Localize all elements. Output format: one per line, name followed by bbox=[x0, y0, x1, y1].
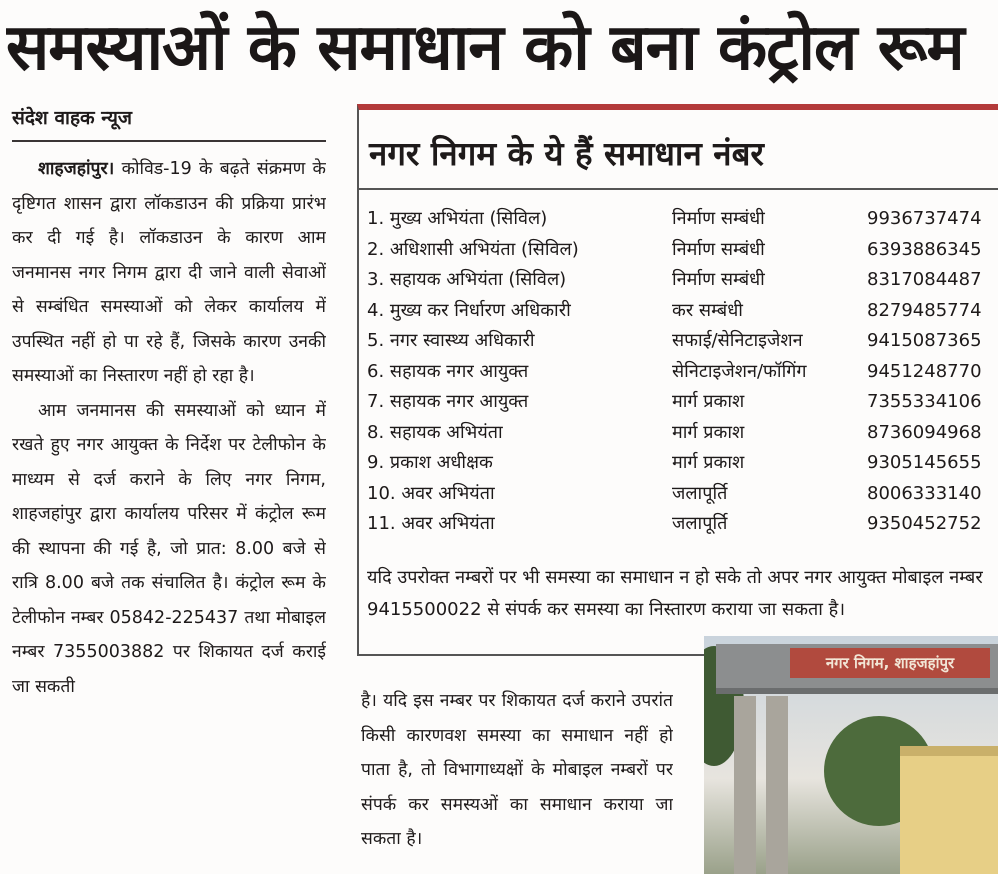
helpline-dept: निर्माण सम्बंधी bbox=[672, 238, 765, 260]
helpline-phone: 8006333140 bbox=[867, 482, 982, 504]
gate-pillar bbox=[766, 696, 788, 874]
article-mid-column bbox=[361, 684, 673, 874]
dateline: शाहजहांपुर। bbox=[38, 159, 115, 179]
helpline-dept: मार्ग प्रकाश bbox=[672, 391, 745, 412]
helpline-row bbox=[367, 479, 998, 509]
building-shape bbox=[900, 746, 998, 874]
helpline-post: 11. अवर अभियंता bbox=[367, 513, 495, 534]
helpline-row bbox=[367, 387, 998, 417]
article-paragraph-1 bbox=[12, 152, 326, 394]
helpline-row bbox=[367, 235, 998, 265]
helpline-phone: 8736094968 bbox=[867, 421, 982, 443]
box-title: नगर निगम के ये हैं समाधान नंबर bbox=[369, 134, 764, 173]
helpline-post: 9. प्रकाश अधीक्षक bbox=[367, 452, 493, 473]
helpline-phone: 8279485774 bbox=[867, 299, 982, 321]
helpline-row bbox=[367, 265, 998, 295]
helpline-post: 4. मुख्य कर निर्धारण अधिकारी bbox=[367, 299, 571, 321]
helpline-row bbox=[367, 448, 998, 478]
helpline-dept: सेनिटाइजेशन/फॉगिंग bbox=[672, 360, 807, 382]
helpline-phone: 9350452752 bbox=[867, 513, 982, 534]
helpline-phone: 9415087365 bbox=[867, 330, 982, 351]
helpline-post: 10. अवर अभियंता bbox=[367, 482, 495, 504]
article-left-column bbox=[12, 152, 326, 874]
helpline-row bbox=[367, 357, 998, 387]
helpline-row bbox=[367, 509, 998, 539]
helpline-dept: जलापूर्ति bbox=[672, 513, 728, 534]
helpline-phone: 8317084487 bbox=[867, 269, 982, 290]
helpline-post: 5. नगर स्वास्थ्य अधिकारी bbox=[367, 330, 535, 351]
helpline-phone: 7355334106 bbox=[867, 391, 982, 412]
gate-pillar bbox=[734, 696, 756, 874]
article-mid-text: है। यदि इस नम्बर पर शिकायत दर्ज कराने उपरांत किसी कारणवश समस्या का समाधान नहीं हो पाता है, तो विभागाध्यक्षों के मोबाइल नम्बरों पर संपर्क कर समस्यओं का समाधान कराया जा सकता है। bbox=[361, 691, 673, 849]
article-paragraph-2: आम जनमानस की समस्याओं को ध्यान में रखते हुए नगर आयुक्त के निर्देश पर टेलीफोन के माध्यम से दर्ज कराने के लिए नगर निगम, शाहजहांपुर द्वारा कार्यालय परिसर में कंट्रोल रूम की स्थापना की गई है, जो प्रात: 8.00 बजे से रात्रि 8.00 बजे तक संचालित है। कंट्रोल रूम के टेलीफोन नम्बर 05842-225437 तथा मोबाइल नम्बर 7355003882 पर शिकायत दर्ज कराई जा सकती bbox=[12, 400, 326, 697]
helpline-post: 2. अधिशासी अभियंता (सिविल) bbox=[367, 238, 579, 260]
headline: समस्याओं के समाधान को बना कंट्रोल रूम bbox=[6, 11, 964, 85]
helpline-dept: कर सम्बंधी bbox=[672, 299, 743, 321]
helpline-phone: 9936737474 bbox=[867, 208, 982, 229]
helpline-post: 8. सहायक अभियंता bbox=[367, 421, 503, 443]
helpline-dept: निर्माण सम्बंधी bbox=[672, 269, 765, 290]
helpline-post: 3. सहायक अभियंता (सिविल) bbox=[367, 269, 567, 290]
byline-rule bbox=[12, 140, 326, 142]
office-gate-photo bbox=[704, 636, 998, 874]
helpline-row bbox=[367, 418, 998, 448]
helpline-phone: 6393886345 bbox=[867, 238, 982, 260]
helpline-dept: सफाई/सेनिटाइजेशन bbox=[672, 330, 803, 351]
helpline-dept: मार्ग प्रकाश bbox=[672, 452, 745, 473]
helpline-post: 1. मुख्य अभियंता (सिविल) bbox=[367, 208, 548, 229]
helpline-post: 6. सहायक नगर आयुक्त bbox=[367, 360, 529, 382]
box-note: यदि उपरोक्त नम्बरों पर भी समस्या का समाधान न हो सके तो अपर नगर आयुक्त मोबाइल नम्बर 9415500022 से संपर्क कर समस्या का निस्तारण कराया जा सकता है। bbox=[367, 567, 983, 620]
helpline-dept: जलापूर्ति bbox=[672, 482, 728, 504]
byline: संदेश वाहक न्यूज bbox=[12, 107, 132, 129]
helpline-row bbox=[367, 296, 998, 326]
helpline-box bbox=[357, 104, 998, 656]
helpline-dept: निर्माण सम्बंधी bbox=[672, 208, 765, 229]
helpline-phone: 9305145655 bbox=[867, 452, 982, 473]
gate-sign: नगर निगम, शाहजहांपुर bbox=[790, 648, 990, 678]
helpline-row bbox=[367, 204, 998, 234]
paragraph-1-text: कोविड-19 के बढ़ते संक्रमण के दृष्टिगत शासन द्वारा लॉकडाउन की प्रक्रिया प्रारंभ कर दी गई है। लॉकडाउन के कारण आम जनमानस नगर निगम द्वारा दी जाने वाली सेवाओं से सम्बंधित समस्याओं को लेकर कार्यालय में उपस्थित नहीं हो पा रहे हैं, जिसके कारण उनकी समस्याओं का निस्तारण नहीं हो रहा है। bbox=[12, 159, 326, 386]
helpline-dept: मार्ग प्रकाश bbox=[672, 421, 745, 443]
helpline-phone: 9451248770 bbox=[867, 360, 982, 382]
box-title-rule bbox=[359, 188, 998, 190]
helpline-row bbox=[367, 326, 998, 356]
helpline-post: 7. सहायक नगर आयुक्त bbox=[367, 391, 529, 412]
